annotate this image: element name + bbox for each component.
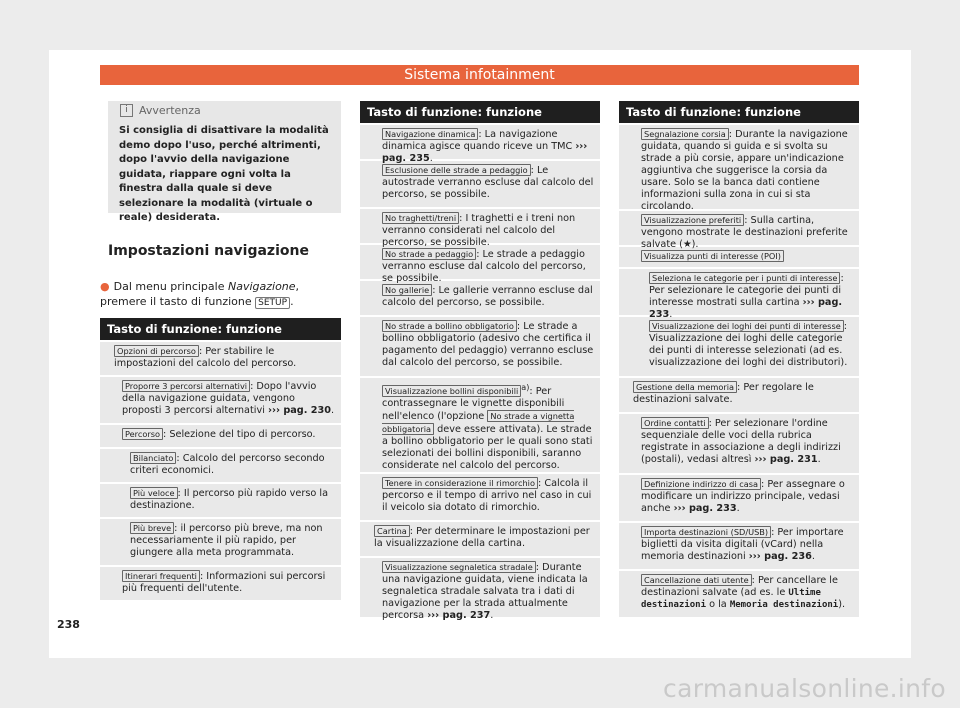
- table-row: Visualizza punti di interesse (POI): [619, 247, 859, 267]
- table-row: No strade a bollino obbligatorio : Le strade a bollino obbligatorio (adesivo che certifica il pagamento del pedaggio) verranno escluse dal calcolo del percorso, se possibile.: [360, 317, 600, 376]
- function-table-3: [619, 101, 859, 617]
- table-row: Percorso : Selezione del tipo di percorso.: [100, 425, 341, 447]
- table-row: Più veloce : Il percorso più rapido verso la destinazione.: [100, 484, 341, 517]
- table-row: Più breve : il percorso più breve, ma non necessariamente il più rapido, per giungere alla meta programmata.: [100, 519, 341, 565]
- setup-key: SETUP: [255, 297, 290, 309]
- function-table-2: [360, 101, 600, 621]
- warning-text: Si consiglia di disattivare la modalità demo dopo l'uso, perché altrimenti, dopo l'avvio della navigazione guidata, riappare ogni volta la finestra dalla quale si deve selezionare la modalità (virtuale o reale) desiderata.: [119, 125, 329, 223]
- table-row: Definizione indirizzo di casa : Per assegnare o modificare un indirizzo principale, vedasi anche ››› pag. 233.: [619, 475, 859, 521]
- table-header: Tasto di funzione: funzione: [619, 101, 859, 123]
- table-row: Opzioni di percorso : Per stabilire le impostazioni del calcolo del percorso.: [100, 342, 341, 375]
- table-row: Esclusione delle strade a pedaggio : Le autostrade verranno escluse dal calcolo del percorso, se possibile.: [360, 161, 600, 207]
- table-row: Bilanciato : Calcolo del percorso secondo criteri economici.: [100, 449, 341, 482]
- bullet-icon: ●: [100, 280, 110, 293]
- table-row: Seleziona le categorie per i punti di interesse : Per selezionare le categorie dei punti di interesse mostrati sulla cartina ››› pag. 233.: [619, 269, 859, 315]
- function-table-1: [100, 318, 341, 600]
- star-icon: ★: [682, 239, 692, 250]
- table-row: No strade a pedaggio : Le strade a pedaggio verranno escluse dal calcolo del percorso, se possibile.: [360, 245, 600, 279]
- table-row: Visualizzazione segnaletica stradale : Durante una navigazione guidata, viene indicata la segnaletica stradale salvata tra i dati di navigazione per la strada attualmente percorsa ››› pag. 237.: [360, 558, 600, 617]
- table-row: Cancellazione dati utente : Per cancellare le destinazioni salvate (ad es. le Ultime destinazioni o la Memoria destinazioni).: [619, 571, 859, 617]
- table-row: Gestione della memoria : Per regolare le destinazioni salvate.: [619, 378, 859, 412]
- watermark: carmanualsonline.info: [663, 674, 946, 703]
- table-row: Tenere in considerazione il rimorchio : Calcola il percorso e il tempo di arrivo nel caso in cui il veicolo sia dotato di rimorchio.: [360, 474, 600, 520]
- table-row: Proporre 3 percorsi alternativi : Dopo l'avvio della navigazione guidata, vengono proposti 3 percorsi alternativi ››› pag. 230.: [100, 377, 341, 423]
- warning-title: Avvertenza: [139, 104, 201, 117]
- table-row: Cartina : Per determinare le impostazioni per la visualizzazione della cartina.: [360, 522, 600, 556]
- table-row: Itinerari frequenti : Informazioni sui percorsi più frequenti dell'utente.: [100, 567, 341, 600]
- page-number: 238: [57, 618, 80, 631]
- table-row: Importa destinazioni (SD/USB) : Per importare biglietti da visita digitali (vCard) nella memoria destinazioni ››› pag. 236.: [619, 523, 859, 569]
- table-row: No traghetti/treni : I traghetti e i treni non verranno considerati nel calcolo del percorso, se possibile.: [360, 209, 600, 243]
- table-header: Tasto di funzione: funzione: [360, 101, 600, 123]
- warning-box: [108, 101, 341, 223]
- table-row: Segnalazione corsia : Durante la navigazione guidata, quando si guida e si svolta su strade a più corsie, appare un'indicazione aggiuntiva che suggerisce la corsia da usare. Solo se la banca dati contiene informazioni sulla zona in cui si sta circolando.: [619, 125, 859, 209]
- section-title: Impostazioni navigazione: [108, 243, 309, 259]
- table-row: Ordine contatti : Per selezionare l'ordine sequenziale delle voci della rubrica registrate in associazione a degli indirizzi (postali), vedasi altresì ››› pag. 231.: [619, 414, 859, 473]
- table-row: Visualizzazione preferiti : Sulla cartina, vengono mostrate le destinazioni preferite salvate (★).: [619, 211, 859, 245]
- page-header: Sistema infotainment: [100, 65, 859, 85]
- info-icon: i: [120, 104, 133, 117]
- section-intro: ● Dal menu principale Navigazione, premere il tasto di funzione SETUP .: [100, 280, 300, 308]
- table-row: Visualizzazione bollini disponibili $^{a)}$: Per contrassegnare le vignette disponibili nell'elenco (l'opzione No strade a vignetta obbligatoria deve essere attivata). Le strade a bollino obbligatorio per le quali sono stati selezionati dei bollini disponibili, saranno considerate nel calcolo del percorso.: [360, 378, 600, 472]
- table-header: Tasto di funzione: funzione: [100, 318, 341, 340]
- table-row: Navigazione dinamica : La navigazione dinamica agisce quando riceve un TMC ››› pag. 235.: [360, 125, 600, 159]
- table-row: No gallerie : Le gallerie verranno escluse dal calcolo del percorso, se possibile.: [360, 281, 600, 315]
- table-row: Visualizzazione dei loghi dei punti di interesse : Visualizzazione dei loghi delle categorie dei punti di interesse selezionati (ad es. visualizzazione dei loghi dei distributori).: [619, 317, 859, 376]
